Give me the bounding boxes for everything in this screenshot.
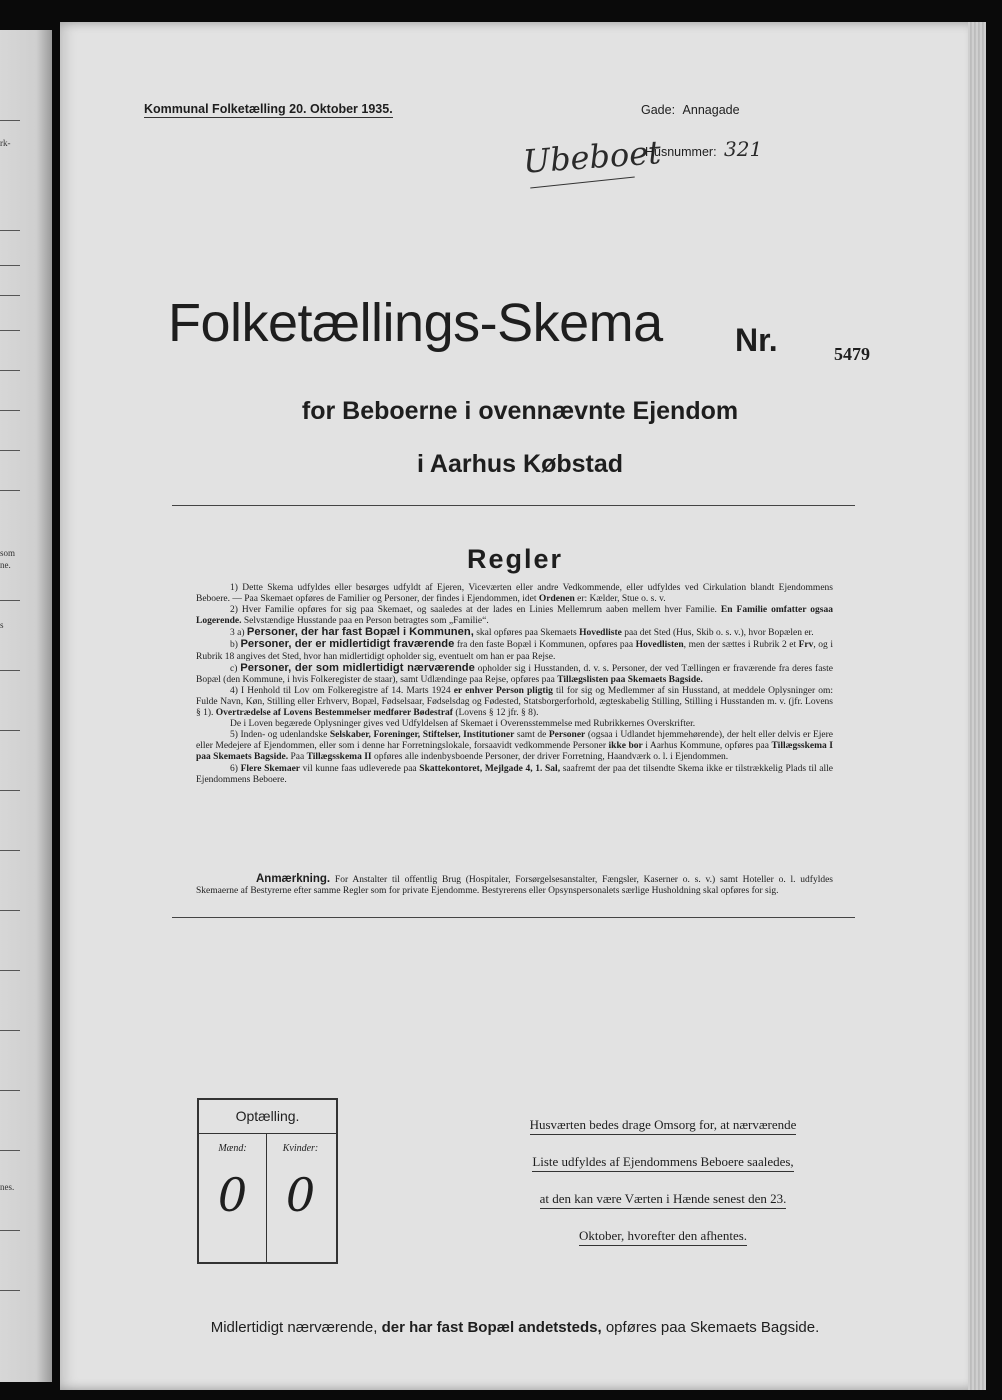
street-field bbox=[641, 103, 740, 117]
rule-6: 6) Flere Skemaer vil kunne faas udleverede paa Skattekontoret, Mejlgade 4, 1. Sal, saafremt der paa det tilsendte Skema ikke er tilstrækkelig Plads til alle Ejendommens Beboere. bbox=[196, 763, 833, 785]
women-column-label: Kvinder: bbox=[282, 1143, 319, 1154]
left-facing-page bbox=[0, 30, 52, 1382]
house-number-field bbox=[645, 137, 762, 161]
ruled-line bbox=[0, 850, 20, 851]
census-header-title: Kommunal Folketælling 20. Oktober 1935. bbox=[144, 102, 393, 116]
ruled-line bbox=[0, 450, 20, 451]
ruled-line bbox=[0, 410, 20, 411]
women-count-value: 0 bbox=[285, 1168, 316, 1222]
remark-text: For Anstalter til offentlig Brug (Hospitaler, Forsørgelsesanstalter, Fængsler, Kaserner o. s. v.) samt Hoteller o. l. udfyldes Skemaerne af Bestyrerne efter samme Regler som for private Ejendomme. Bestyrerens eller Opsynspersonalets særlige Husholdning skal opføres for sig. bbox=[196, 875, 833, 897]
rule-2: 2) Hver Familie opføres for sig paa Skemaet, og saaledes at der lades en Linies Mellemrum aaben mellem hver Familie. En Familie omfatter ogsaa Logerende. Selvstændige Husstande paa en Person betragtes som „Familie“. bbox=[196, 605, 833, 627]
ruled-line bbox=[0, 295, 20, 296]
ruled-line bbox=[0, 1230, 20, 1231]
rule-3b: b) Personer, der er midlertidigt fraværende fra den faste Bopæl i Kommunen, opføres paa Hovedlisten, men der sættes i Rubrik 2 et Frv, og i Rubrik 18 angives det Sted, hvor han midlertidigt opholder sig, eventuelt om han er paa Rejse. bbox=[196, 638, 833, 662]
left-fragment: nes. bbox=[0, 1182, 15, 1192]
ruled-line bbox=[0, 910, 20, 911]
rule-1: 1) Dette Skema udfyldes eller besørges udfyldt af Ejeren, Viceværten eller andre Vedkommende, eller udfyldes ved Cirkulation blandt Ejendommens Beboere. — Paa Skemaet opføres de Familier og Personer, der findes i Ejendommen, idet Ordenen er: Kælder, Stue o. s. v. bbox=[196, 583, 833, 605]
landlord-notice bbox=[493, 1117, 833, 1265]
men-column-label: Mænd: bbox=[218, 1143, 247, 1154]
census-form-page bbox=[60, 22, 980, 1390]
form-title: Folketællings-Skema bbox=[168, 293, 663, 353]
house-number-value: 321 bbox=[724, 137, 763, 161]
rule-3c: c) Personer, der som midlertidigt nærværende opholder sig i Husstanden, d. v. s. Personer, der ved Tællingen er fraværende fra deres faste Bopæl (den Kommune, i hvis Folkeregister de staar), samt Udlændinge paa Rejse, opføres paa Tillægslisten paa Skemaets Bagside. bbox=[196, 661, 833, 685]
form-number-label: Nr. bbox=[735, 322, 778, 358]
ruled-line bbox=[0, 730, 20, 731]
ruled-line bbox=[0, 330, 20, 331]
street-value: Annagade bbox=[682, 103, 740, 117]
ruled-line bbox=[0, 1090, 20, 1091]
notice-line: Oktober, hvorefter den afhentes. bbox=[579, 1228, 747, 1246]
ruled-line bbox=[0, 600, 20, 601]
ruled-line bbox=[0, 265, 20, 266]
count-box bbox=[197, 1098, 338, 1264]
ruled-line bbox=[0, 1150, 20, 1151]
count-box-title: Optælling. bbox=[235, 1108, 300, 1124]
ruled-line bbox=[0, 970, 20, 971]
ruled-line bbox=[0, 370, 20, 371]
remark-section bbox=[196, 874, 833, 898]
divider-top bbox=[172, 505, 855, 506]
form-subtitle-1: for Beboerne i ovennævnte Ejendom bbox=[301, 397, 739, 425]
rule-5: 5) Inden- og udenlandske Selskaber, Foreninger, Stiftelser, Institutioner samt de Personer (ogsaa i Udlandet hjemmehørende), der helt eller delvis er Ejere eller Medejere af Ejendommen, eller som i denne har Forretningslokale, forsaavidt vedkommende Personer ikke bor i Aarhus Kommune, opføres paa Tillægsskema I paa Skemaets Bagside. Paa Tillægsskema II opføres alle indenbysboende Personer, der driver Forretning, Haandværk o. l. i Ejendommen. bbox=[196, 730, 833, 763]
rule-3a: 3 a) Personer, der har fast Bopæl i Kommunen, skal opføres paa Skemaets Hovedliste paa det Sted (Hus, Skib o. s. v.), hvor Bopælen er. bbox=[230, 626, 814, 639]
ruled-line bbox=[0, 120, 20, 121]
page-stack-edge bbox=[968, 22, 986, 1390]
count-box-divider bbox=[199, 1133, 336, 1134]
rule-4: 4) I Henhold til Lov om Folkeregistre af 14. Marts 1924 er enhver Person pligtig til for sig og Medlemmer af sin Husstand, at meddele Oplysninger om: Fulde Navn, Køn, Stilling eller Erhverv, Bopæl, Fødselsaar, Fødselsdag og Fødested, Statsborgerforhold, ægteskabelig Stilling, Stilling i Husstanden m. v. (jfr. Lovens § 1). Overtrædelse af Lovens Bestemmelser medfører Bødestraf (Lovens § 12 jfr. § 8). bbox=[196, 685, 833, 719]
left-fragment: s bbox=[0, 620, 4, 630]
form-subtitle-2: i Aarhus Købstad bbox=[416, 450, 624, 478]
ruled-line bbox=[0, 1030, 20, 1031]
ruled-line bbox=[0, 490, 20, 491]
left-fragment: rk- bbox=[0, 138, 11, 148]
rules-text bbox=[196, 583, 833, 786]
rule-4-note: De i Loven begærede Oplysninger gives ved Udfyldelsen af Skemaet i Overensstemmelse med Rubrikkernes Overskrifter. bbox=[230, 719, 696, 730]
notice-line: Husværten bedes drage Omsorg for, at nærværende bbox=[530, 1117, 797, 1135]
notice-line: at den kan være Værten i Hænde senest den 23. bbox=[540, 1191, 787, 1209]
rules-heading: Regler bbox=[466, 544, 564, 574]
ruled-line bbox=[0, 1290, 20, 1291]
form-number-value: 5479 bbox=[834, 344, 870, 364]
ruled-line bbox=[0, 790, 20, 791]
divider-bottom bbox=[172, 917, 855, 918]
left-fragment: ne. bbox=[0, 560, 11, 570]
left-fragment: som bbox=[0, 548, 16, 558]
notice-line: Liste udfyldes af Ejendommens Beboere saaledes, bbox=[532, 1154, 793, 1172]
street-label: Gade: bbox=[641, 103, 676, 117]
ruled-line bbox=[0, 230, 20, 231]
remark-label: Anmærkning. bbox=[256, 873, 331, 885]
men-count-value: 0 bbox=[217, 1168, 248, 1222]
handwritten-note: Ubeboet bbox=[521, 133, 663, 181]
house-number-label: Husnummer: bbox=[645, 145, 717, 159]
footer-note: Midlertidigt nærværende, der har fast Bopæl andetsteds, opføres paa Skemaets Bagside. bbox=[210, 1319, 820, 1336]
ruled-line bbox=[0, 670, 20, 671]
